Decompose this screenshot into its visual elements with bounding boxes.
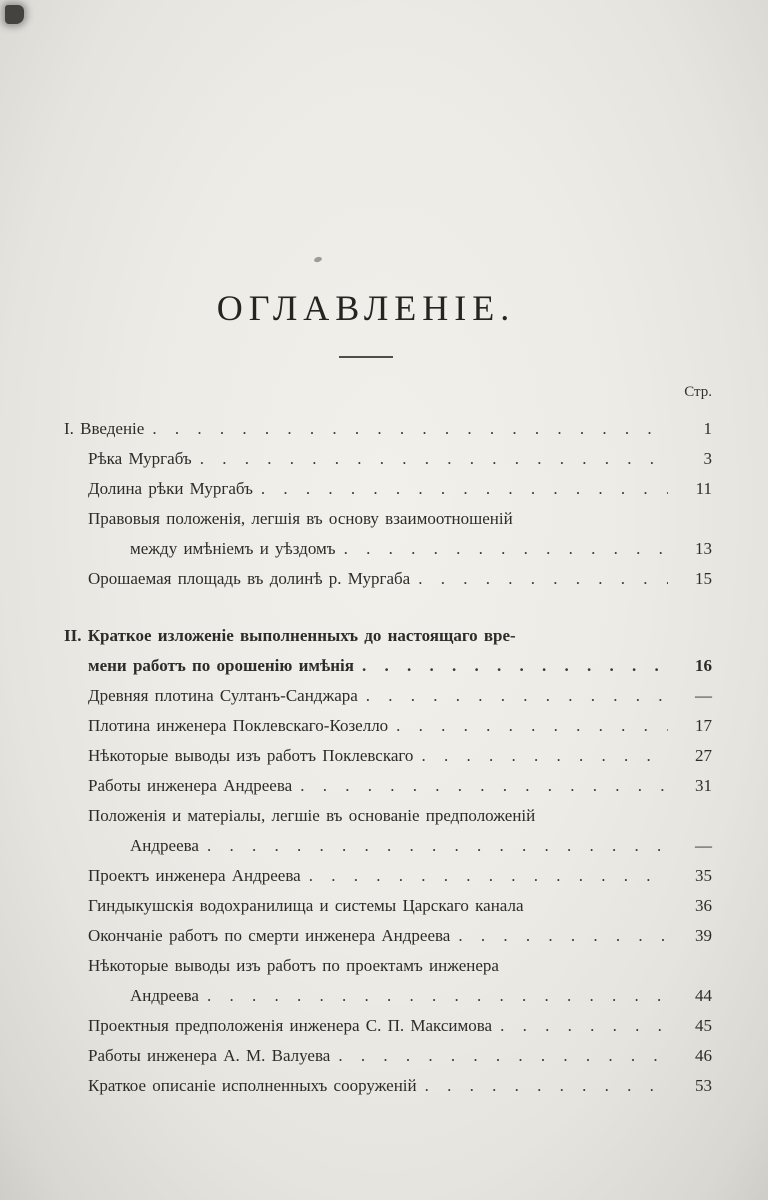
toc-entry-text: Проектныя предположенія инженера С. П. Максимова	[88, 1016, 493, 1035]
scan-artifact-corner	[5, 5, 24, 24]
toc-page-number: 17	[695, 716, 712, 735]
dot-leader	[152, 414, 668, 444]
toc-entry-text: Проектъ инженера Андреева	[88, 866, 301, 885]
toc-entry	[64, 504, 712, 534]
toc-page-number: 3	[703, 449, 712, 468]
dot-leader	[396, 711, 668, 741]
toc-entry	[64, 1041, 712, 1071]
toc-page-number: 45	[695, 1016, 712, 1035]
toc-entry	[64, 771, 712, 801]
toc-entry-text: Работы инженера Андреева	[88, 776, 293, 795]
toc-entry-text: Окончаніе работъ по смерти инженера Андреева	[88, 926, 451, 945]
toc-entry-text: Андреева	[130, 836, 199, 855]
toc-entry	[64, 444, 712, 474]
toc-page-number: —	[695, 836, 712, 855]
toc-page-number: 36	[695, 896, 712, 915]
toc-entry	[64, 681, 712, 711]
dot-leader	[362, 651, 668, 681]
toc-entry-text: Андреева	[130, 986, 199, 1005]
toc-entry	[64, 951, 712, 981]
toc-page-number: 13	[695, 539, 712, 558]
toc-entry	[64, 474, 712, 504]
dot-leader	[207, 831, 668, 861]
toc-entry	[64, 414, 712, 444]
toc-entry-text: Рѣка Мургабъ	[88, 449, 192, 468]
toc-entry-text: Нѣкоторые выводы изъ работъ Поклевскаго	[88, 746, 414, 765]
toc-entry	[64, 921, 712, 951]
toc-page-number: 27	[695, 746, 712, 765]
dot-leader	[309, 861, 668, 891]
dot-leader	[200, 444, 668, 474]
toc-entry-text: между имѣніемъ и уѣздомъ	[130, 539, 336, 558]
table-of-contents	[64, 414, 712, 1101]
toc-entry-text: II. Краткое изложеніе выполненныхъ до настоящаго вре-	[64, 626, 516, 645]
dot-leader	[458, 921, 668, 951]
dot-leader	[300, 771, 668, 801]
dot-leader	[207, 981, 668, 1011]
toc-entry-text: Положенія и матеріалы, легшіе въ основаніе предположеній	[88, 806, 536, 825]
page-title: ОГЛАВЛЕНІЕ.	[216, 288, 516, 328]
dot-leader	[366, 681, 668, 711]
toc-entry	[64, 741, 712, 771]
toc-page-number: 1	[703, 419, 712, 438]
toc-page-number: 35	[695, 866, 712, 885]
toc-entry-text: Краткое описаніе исполненныхъ сооруженій	[88, 1076, 417, 1095]
dot-leader	[338, 1041, 668, 1071]
toc-entry-text: Нѣкоторые выводы изъ работъ по проектамъ инженера	[88, 956, 499, 975]
toc-entry	[64, 891, 712, 921]
dot-leader	[500, 1011, 668, 1041]
dot-leader	[421, 741, 668, 771]
toc-page-number: —	[695, 686, 712, 705]
toc-entry	[64, 1011, 712, 1041]
dot-leader	[261, 474, 668, 504]
toc-page-number: 15	[695, 569, 712, 588]
toc-entry-text: мени работъ по орошенію имѣнія	[88, 656, 354, 675]
toc-page-number: 53	[695, 1076, 712, 1095]
toc-entry	[64, 534, 712, 564]
scan-speck	[313, 256, 322, 263]
toc-entry	[64, 981, 712, 1011]
toc-entry-text: Плотина инженера Поклевскаго-Козелло	[88, 716, 389, 735]
toc-section-heading	[64, 651, 712, 681]
page-column-header: Стр.	[684, 384, 712, 400]
toc-entry-text: Гиндыкушскія водохранилища и системы Царскаго канала	[88, 896, 524, 915]
toc-entry	[64, 861, 712, 891]
toc-page-number: 31	[695, 776, 712, 795]
toc-page-number: 44	[695, 986, 712, 1005]
toc-entry-text: Древняя плотина Султанъ-Санджара	[88, 686, 358, 705]
toc-page-number: 16	[695, 656, 712, 675]
toc-entry	[64, 831, 712, 861]
toc-entry-text: Работы инженера А. М. Валуева	[88, 1046, 331, 1065]
toc-page-number: 39	[695, 926, 712, 945]
dot-leader	[418, 564, 668, 594]
toc-page-number: 46	[695, 1046, 712, 1065]
toc-entry-text: Орошаемая площадь въ долинѣ р. Мургаба	[88, 569, 411, 588]
toc-entry	[64, 1071, 712, 1101]
toc-entry-text: Долина рѣки Мургабъ	[88, 479, 253, 498]
toc-entry	[64, 711, 712, 741]
toc-page-number: 11	[695, 479, 712, 498]
toc-entry-text: I. Введеніе	[64, 419, 145, 438]
toc-section-heading	[64, 621, 712, 651]
toc-entry	[64, 801, 712, 831]
toc-entry-text: Правовыя положенія, легшія въ основу взаимоотношеній	[88, 509, 513, 528]
title-divider	[339, 356, 393, 358]
dot-leader	[344, 534, 668, 564]
dot-leader	[425, 1071, 668, 1101]
toc-entry	[64, 564, 712, 594]
